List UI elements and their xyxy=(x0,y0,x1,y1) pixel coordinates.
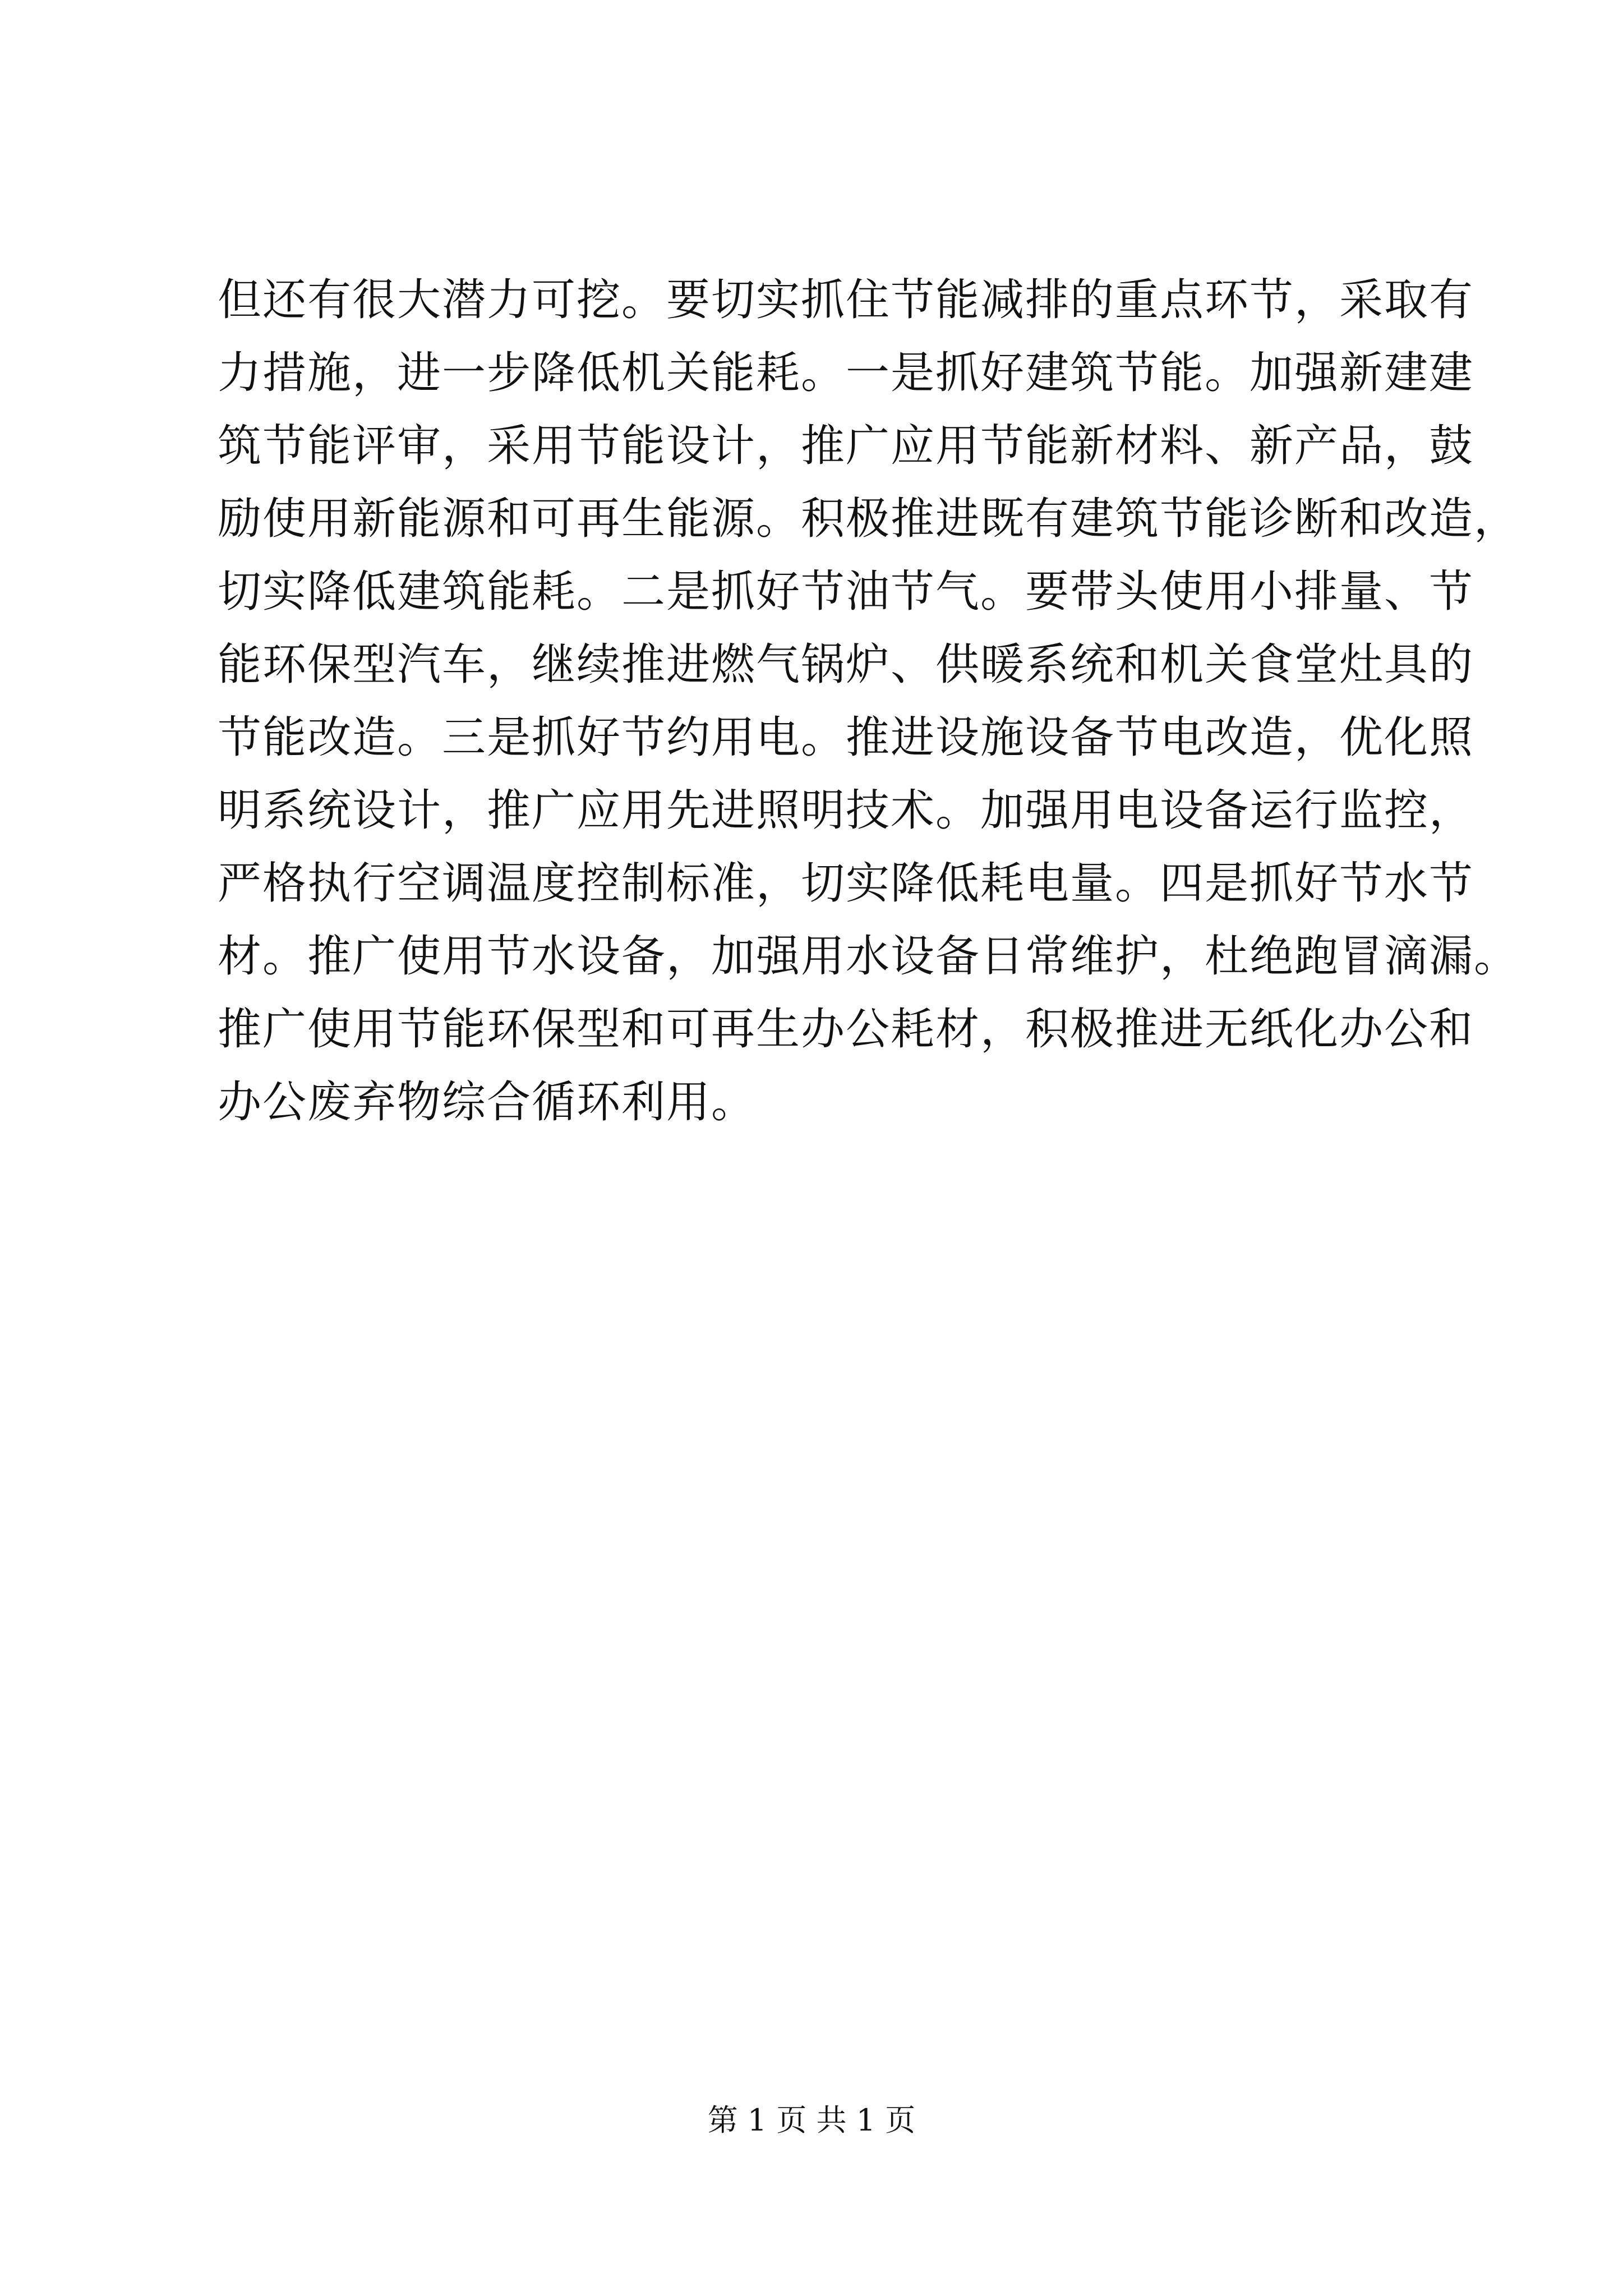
body-line: 励使用新能源和可再生能源。积极推进既有建筑节能诊断和改造， xyxy=(218,494,1519,544)
body-paragraph xyxy=(218,264,1519,1139)
body-line: 力措施，进一步降低机关能耗。一是抓好建筑节能。加强新建建 xyxy=(218,348,1474,398)
body-line: 材。推广使用节水设备，加强用水设备日常维护，杜绝跑冒滴漏。 xyxy=(218,931,1519,982)
body-line: 办公废弃物综合循环利用。 xyxy=(218,1077,757,1128)
body-line: 明系统设计，推广应用先进照明技术。加强用电设备运行监控， xyxy=(218,785,1474,836)
body-line: 但还有很大潜力可挖。要切实抓住节能减排的重点环节，采取有 xyxy=(218,275,1474,325)
body-line: 推广使用节能环保型和可再生办公耗材，积极推进无纸化办公和 xyxy=(218,1004,1474,1055)
page-footer: 第 1 页 共 1 页 xyxy=(707,2102,916,2138)
body-line: 切实降低建筑能耗。二是抓好节油节气。要带头使用小排量、节 xyxy=(218,567,1474,617)
body-line: 严格执行空调温度控制标准，切实降低耗电量。四是抓好节水节 xyxy=(218,858,1474,909)
body-line: 节能改造。三是抓好节约用电。推进设施设备节电改造，优化照 xyxy=(218,712,1474,763)
body-line: 筑节能评审，采用节能设计，推广应用节能新材料、新产品，鼓 xyxy=(218,421,1474,471)
body-line: 能环保型汽车，继续推进燃气锅炉、供暖系统和机关食堂灶具的 xyxy=(218,639,1474,690)
